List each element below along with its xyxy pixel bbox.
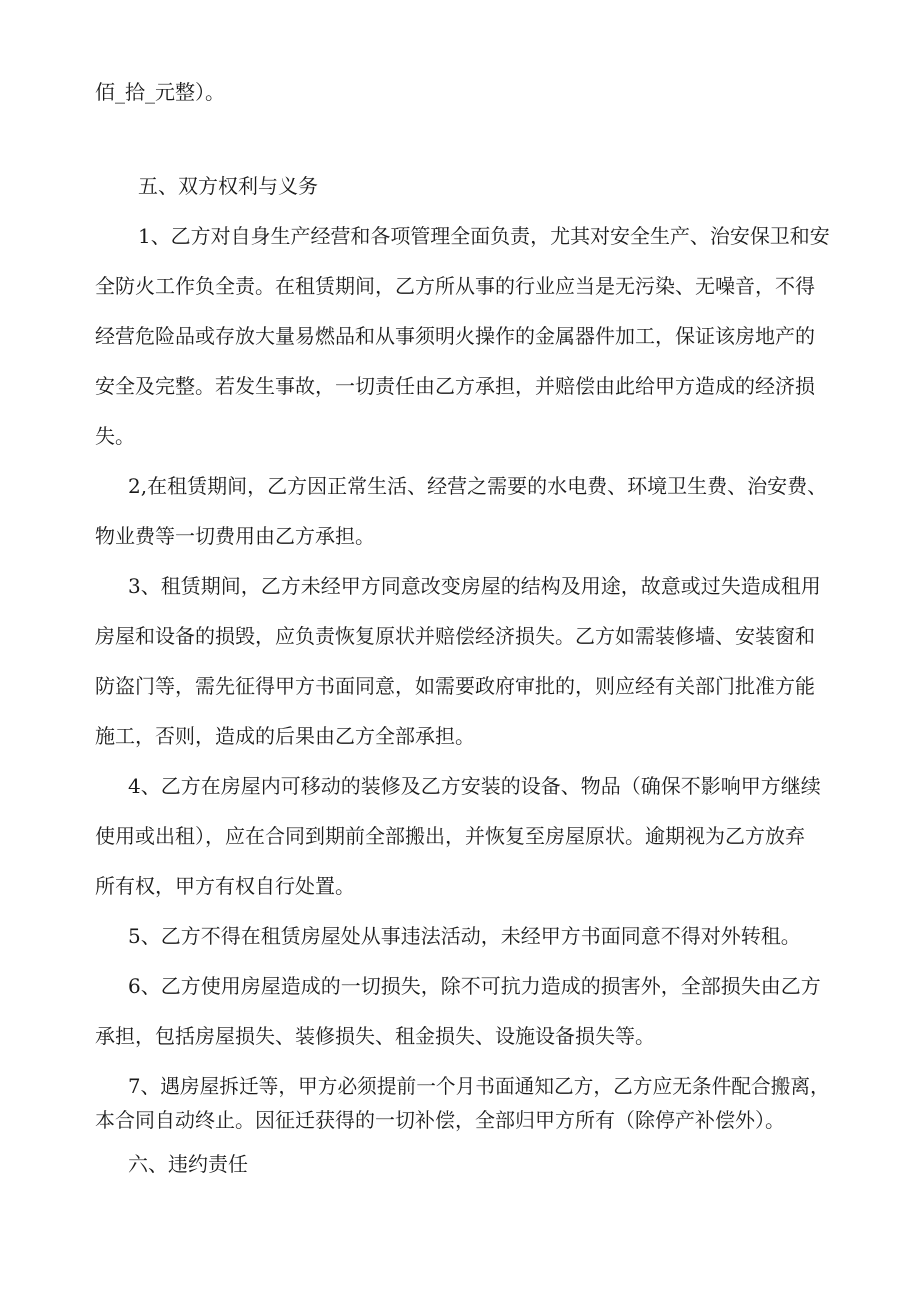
clause-6-line: 6、乙方使用房屋造成的一切损失，除不可抗力造成的损害外，全部损失由乙方 <box>128 974 821 998</box>
section-heading: 五、双方权利与义务 <box>138 174 318 198</box>
section-heading: 六、违约责任 <box>128 1152 248 1176</box>
clause-5-line: 5、乙方不得在租赁房屋处从事违法活动，未经甲方书面同意不得对外转租。 <box>128 924 801 948</box>
text-line: 佰_拾_元整）。 <box>95 80 225 104</box>
clause-3-line: 房屋和设备的损毁，应负责恢复原状并赔偿经济损失。乙方如需装修墙、安装窗和 <box>95 624 815 648</box>
clause-3-line: 防盗门等，需先征得甲方书面同意，如需要政府审批的，则应经有关部门批准方能 <box>95 674 815 698</box>
clause-7-line: 7、遇房屋拆迁等，甲方必须提前一个月书面通知乙方，乙方应无条件配合搬离， <box>128 1074 830 1098</box>
clause-4-line: 所有权，甲方有权自行处置。 <box>95 874 355 898</box>
clause-1-line: 1、乙方对自身生产经营和各项管理全面负责，尤其对安全生产、治安保卫和安 <box>138 224 830 248</box>
clause-2-line: 2,在租赁期间，乙方因正常生活、经营之需要的水电费、环境卫生费、治安费、 <box>128 474 828 498</box>
clause-1-line: 失。 <box>95 424 135 448</box>
clause-1-line: 经营危险品或存放大量易燃品和从事须明火操作的金属器件加工，保证该房地产的 <box>95 324 815 348</box>
clause-7-line: 本合同自动终止。因征迁获得的一切补偿，全部归甲方所有（除停产补偿外）。 <box>95 1108 785 1132</box>
clause-1-line: 安全及完整。若发生事故，一切责任由乙方承担，并赔偿由此给甲方造成的经济损 <box>95 374 815 398</box>
clause-3-line: 施工，否则，造成的后果由乙方全部承担。 <box>95 724 475 748</box>
clause-4-line: 4、乙方在房屋内可移动的装修及乙方安装的设备、物品（确保不影响甲方继续 <box>128 774 821 798</box>
clause-4-line: 使用或出租），应在合同到期前全部搬出，并恢复至房屋原状。逾期视为乙方放弃 <box>95 824 805 848</box>
clause-1-line: 全防火工作负全责。在租赁期间，乙方所从事的行业应当是无污染、无噪音，不得 <box>95 274 815 298</box>
clause-3-line: 3、租赁期间，乙方未经甲方同意改变房屋的结构及用途，故意或过失造成租用 <box>128 574 821 598</box>
clause-2-line: 物业费等一切费用由乙方承担。 <box>95 524 375 548</box>
clause-6-line: 承担，包括房屋损失、装修损失、租金损失、设施设备损失等。 <box>95 1024 655 1048</box>
